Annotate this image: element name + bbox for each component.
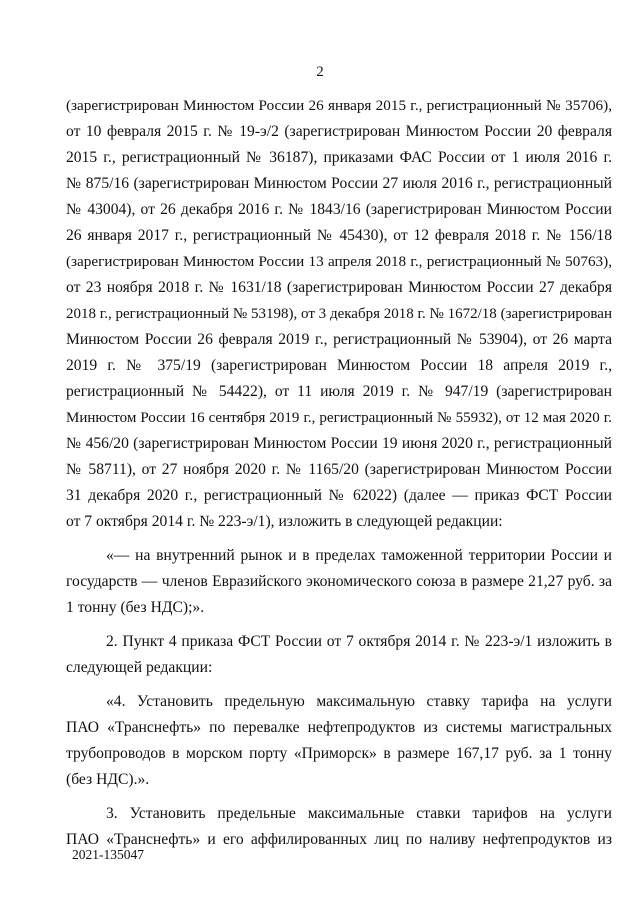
document-code: 2021-135047 bbox=[72, 847, 144, 862]
text-line: 2. Пункт 4 приказа ФСТ России от 7 октября 2014 г. № 223-э/1 изложить в bbox=[106, 633, 612, 650]
text-line: от 7 октября 2014 г. № 223-э/1), изложить в следующей редакции: bbox=[66, 513, 503, 530]
page-number: 2 bbox=[316, 64, 324, 80]
text-line: № 456/20 (зарегистрирован Минюстом России 19 июня 2020 г., регистрационный bbox=[66, 435, 612, 452]
text-line: «4. Установить предельную максимальную ставку тарифа на услуги bbox=[106, 693, 612, 710]
text-line: 2018 г., регистрационный № 53198), от 3 декабря 2018 г. № 1672/18 (зарегистрирован bbox=[66, 306, 612, 322]
text-line: 26 января 2017 г., регистрационный № 45430), от 12 февраля 2018 г. № 156/18 bbox=[66, 227, 612, 244]
paragraph-gap bbox=[66, 535, 612, 543]
text-line: 3. Установить предельные максимальные ставки тарифов на услуги bbox=[106, 805, 612, 822]
text-line: 2019 г. № 375/19 (зарегистрирован Минюстом России 18 апреля 2019 г., bbox=[66, 357, 612, 374]
text-line: 2015 г., регистрационный № 36187), приказами ФАС России от 1 июля 2016 г. bbox=[66, 149, 612, 166]
text-line: (без НДС).». bbox=[66, 771, 150, 788]
text-line: ПАО «Транснефть» и его аффилированных лиц по наливу нефтепродуктов из bbox=[66, 831, 612, 848]
text-line: Минюстом России 16 сентября 2019 г., регистрационный № 55932), от 12 мая 2020 г. bbox=[66, 410, 612, 426]
text-line: государств — членов Евразийского экономического союза в размере 21,27 руб. за bbox=[66, 573, 612, 590]
text-line: от 10 февраля 2015 г. № 19-э/2 (зарегистрирован Минюстом России 20 февраля bbox=[66, 123, 612, 140]
paragraph-1 bbox=[66, 93, 612, 535]
text-line: Минюстом России 26 февраля 2019 г., регистрационный № 53904), от 26 марта bbox=[66, 331, 612, 348]
paragraph-5 bbox=[66, 801, 612, 853]
text-line: (зарегистрирован Минюстом России 13 апреля 2018 г., регистрационный № 50763), bbox=[66, 253, 612, 270]
paragraph-2 bbox=[66, 543, 612, 621]
paragraph-gap bbox=[66, 681, 612, 689]
paragraph-4 bbox=[66, 689, 612, 793]
text-line: № 875/16 (зарегистрирован Минюстом России 27 июля 2016 г., регистрационный bbox=[66, 175, 612, 192]
text-line: № 58711), от 27 ноября 2020 г. № 1165/20 (зарегистрирован Минюстом России bbox=[66, 461, 612, 478]
text-line: от 23 ноября 2018 г. № 1631/18 (зарегистрирован Минюстом России 27 декабря bbox=[66, 279, 612, 296]
text-line: № 43004), от 26 декабря 2016 г. № 1843/16 (зарегистрирован Минюстом России bbox=[66, 201, 612, 218]
paragraph-gap bbox=[66, 621, 612, 629]
text-line: следующей редакции: bbox=[66, 659, 213, 676]
text-line: регистрационный № 54422), от 11 июля 2019 г. № 947/19 (зарегистрирован bbox=[66, 383, 612, 400]
paragraph-3 bbox=[66, 629, 612, 681]
text-line: «— на внутренний рынок и в пределах таможенной территории России и bbox=[106, 547, 612, 564]
text-line: ПАО «Транснефть» по перевалке нефтепродуктов из системы магистральных bbox=[66, 719, 612, 736]
text-line: (зарегистрирован Минюстом России 26 января 2015 г., регистрационный № 35706), bbox=[66, 97, 612, 114]
paragraph-gap bbox=[66, 793, 612, 801]
text-line: трубопроводов в морском порту «Приморск» в размере 167,17 руб. за 1 тонну bbox=[66, 745, 612, 762]
text-line: 1 тонну (без НДС);». bbox=[66, 599, 205, 616]
text-line: 31 декабря 2020 г., регистрационный № 62022) (далее — приказ ФСТ России bbox=[66, 487, 612, 504]
document-body bbox=[66, 93, 612, 853]
